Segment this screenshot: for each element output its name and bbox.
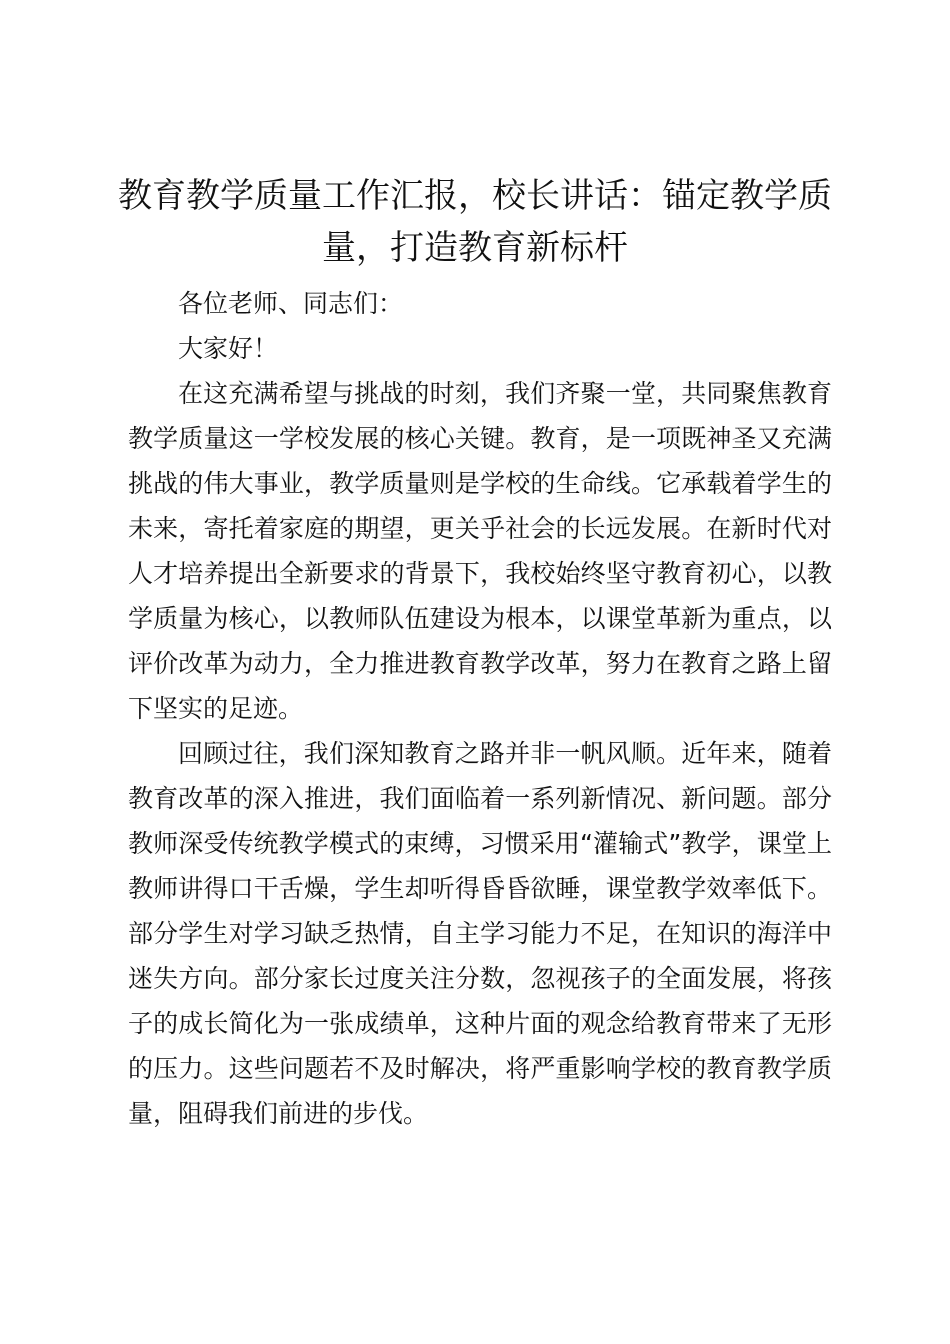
body-paragraph: 在这充满希望与挑战的时刻，我们齐聚一堂，共同聚焦教育教学质量这一学校发展的核心关键。教育，是一项既神圣又充满挑战的伟大事业，教学质量则是学校的生命线。它承载着学生的未来，寄托着家庭的期望，更关乎社会的长远发展。在新时代对人才培养提出全新要求的背景下，我校始终坚守教育初心，以教学质量为核心，以教师队伍建设为根本，以课堂革新为重点，以评价改革为动力，全力推进教育教学改革，努力在教育之路上留下坚实的足迹。 xyxy=(128,379,832,723)
body-paragraph: 回顾过往，我们深知教育之路并非一帆风顺。近年来，随着教育改革的深入推进，我们面临着一系列新情况、新问题。部分教师深受传统教学模式的束缚，习惯采用“灌输式”教学，课堂上教师讲得口干舌燥，学生却听得昏昏欲睡，课堂教学效率低下。部分学生对学习缺乏热情，自主学习能力不足，在知识的海洋中迷失方向。部分家长过度关注分数，忽视孩子的全面发展，将孩子的成长简化为一张成绩单，这种片面的观念给教育带来了无形的压力。这些问题若不及时解决，将严重影响学校的教育教学质量，阻碍我们前进的步伐。 xyxy=(128,739,832,1128)
salutation-paragraph: 大家好！ xyxy=(178,334,279,363)
document-title: 教育教学质量工作汇报，校长讲话：锚定教学质量，打造教育新标杆 xyxy=(118,176,832,268)
document-body xyxy=(128,281,832,1136)
greeting-paragraph: 各位老师、同志们： xyxy=(178,289,404,318)
